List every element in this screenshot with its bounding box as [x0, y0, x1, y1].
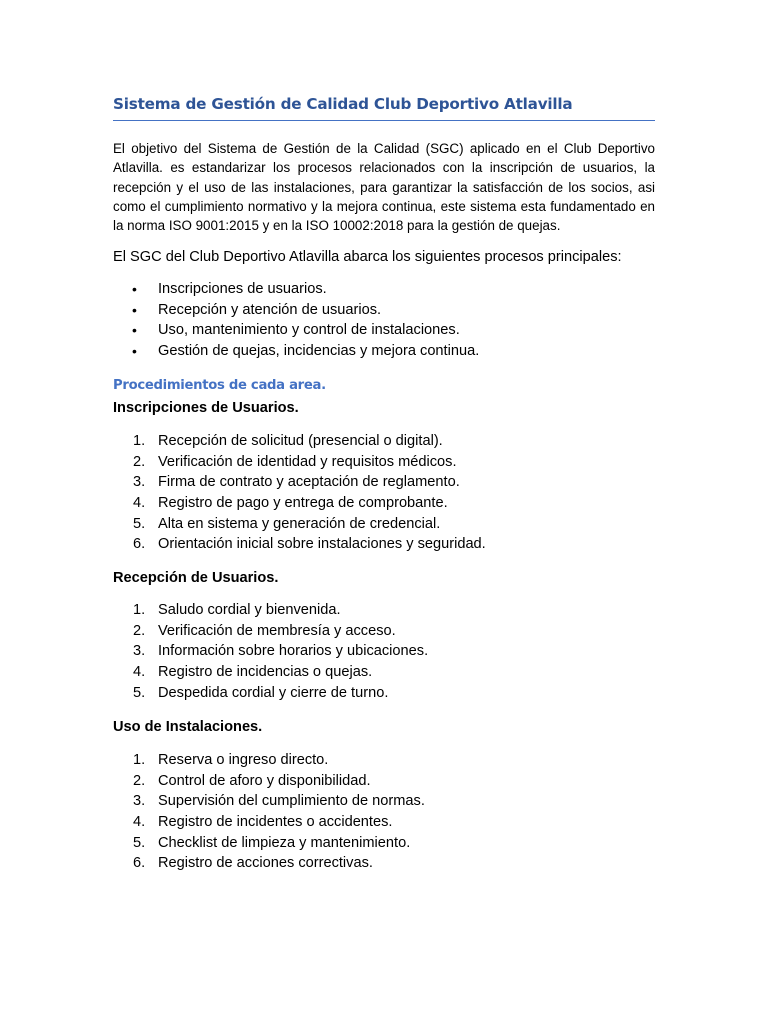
step-number: 3. — [133, 474, 146, 491]
bullet-icon: • — [132, 322, 137, 339]
step-number: 2. — [133, 453, 146, 470]
step-number: 1. — [133, 752, 146, 768]
step-number: 4. — [133, 495, 146, 512]
list-item — [113, 320, 655, 341]
list-item — [113, 534, 655, 555]
bullet-icon: • — [132, 343, 137, 360]
step-text: Control de aforo y disponibilidad. — [158, 772, 371, 789]
step-number: 5. — [133, 684, 146, 701]
list-item — [113, 853, 655, 874]
bullet-icon: • — [132, 281, 137, 297]
step-number: 2. — [133, 622, 146, 639]
list-item-text: Uso, mantenimiento y control de instalaciones. — [158, 322, 460, 339]
section-heading-inscripciones: Inscripciones de Usuarios. — [113, 400, 299, 416]
steps-list-inscripciones — [113, 431, 655, 555]
step-text: Registro de acciones correctivas. — [158, 855, 373, 872]
main-processes-list — [113, 279, 655, 362]
step-number: 3. — [133, 793, 146, 810]
list-item — [113, 472, 655, 493]
list-item — [113, 493, 655, 514]
step-text: Checklist de limpieza y mantenimiento. — [158, 834, 411, 851]
list-item — [113, 683, 655, 704]
list-item — [113, 812, 655, 833]
list-item — [113, 300, 655, 321]
list-item — [113, 791, 655, 812]
list-item — [113, 750, 655, 771]
steps-list-instalaciones — [113, 750, 655, 874]
list-item — [113, 600, 655, 621]
step-number: 5. — [133, 834, 146, 851]
step-text: Registro de pago y entrega de comprobante. — [158, 495, 448, 512]
list-item — [113, 641, 655, 662]
step-number: 4. — [133, 814, 146, 831]
procedures-heading: Procedimientos de cada area. — [113, 378, 326, 393]
title-divider — [113, 120, 655, 121]
step-number: 1. — [133, 602, 146, 618]
document-title: Sistema de Gestión de Calidad Club Deportivo Atlavilla — [113, 95, 573, 113]
step-text: Firma de contrato y aceptación de reglamento. — [158, 474, 460, 491]
step-text: Saludo cordial y bienvenida. — [158, 602, 341, 618]
list-item — [113, 514, 655, 535]
step-text: Supervisión del cumplimiento de normas. — [158, 793, 425, 810]
step-number: 5. — [133, 515, 146, 532]
step-text: Registro de incidencias o quejas. — [158, 664, 373, 681]
step-text: Verificación de identidad y requisitos médicos. — [158, 453, 457, 470]
step-number: 4. — [133, 664, 146, 681]
step-text: Verificación de membresía y acceso. — [158, 622, 396, 639]
list-item — [113, 341, 655, 362]
step-text: Información sobre horarios y ubicaciones. — [158, 643, 429, 660]
list-item — [113, 279, 655, 300]
list-item-text: Inscripciones de usuarios. — [158, 281, 327, 297]
intro-paragraph: El objetivo del Sistema de Gestión de la Calidad (SGC) aplicado en el Club Deportivo Atlavilla. es estandarizar los procesos relacionados con la inscripción de usuarios, la recepción y el uso de las instalaciones, para garantizar la satisfacción de los socios, asi como el cumplimiento normativo y la mejora continua, este sistema esta fundamentado en la norma ISO 9001:2015 y en la ISO 10002:2018 para la gestión de quejas. — [113, 141, 655, 234]
step-text: Reserva o ingreso directo. — [158, 752, 329, 768]
step-number: 2. — [133, 772, 146, 789]
list-item — [113, 431, 655, 452]
step-text: Alta en sistema y generación de credencial. — [158, 515, 441, 532]
step-number: 6. — [133, 855, 146, 872]
step-number: 3. — [133, 643, 146, 660]
list-item — [113, 833, 655, 854]
step-number: 6. — [133, 536, 146, 553]
list-item — [113, 662, 655, 683]
step-text: Recepción de solicitud (presencial o digital). — [158, 433, 443, 449]
scope-sentence: El SGC del Club Deportivo Atlavilla abarca los siguientes procesos principales: — [113, 249, 622, 265]
step-text: Despedida cordial y cierre de turno. — [158, 684, 389, 701]
list-item-text: Gestión de quejas, incidencias y mejora continua. — [158, 343, 480, 360]
list-item — [113, 771, 655, 792]
section-heading-instalaciones: Uso de Instalaciones. — [113, 719, 263, 735]
steps-list-recepcion — [113, 600, 655, 703]
list-item — [113, 621, 655, 642]
step-text: Registro de incidentes o accidentes. — [158, 814, 393, 831]
list-item — [113, 452, 655, 473]
list-item-text: Recepción y atención de usuarios. — [158, 301, 382, 318]
section-heading-recepcion: Recepción de Usuarios. — [113, 570, 279, 586]
step-number: 1. — [133, 433, 146, 449]
bullet-icon: • — [132, 301, 137, 318]
step-text: Orientación inicial sobre instalaciones y seguridad. — [158, 536, 486, 553]
